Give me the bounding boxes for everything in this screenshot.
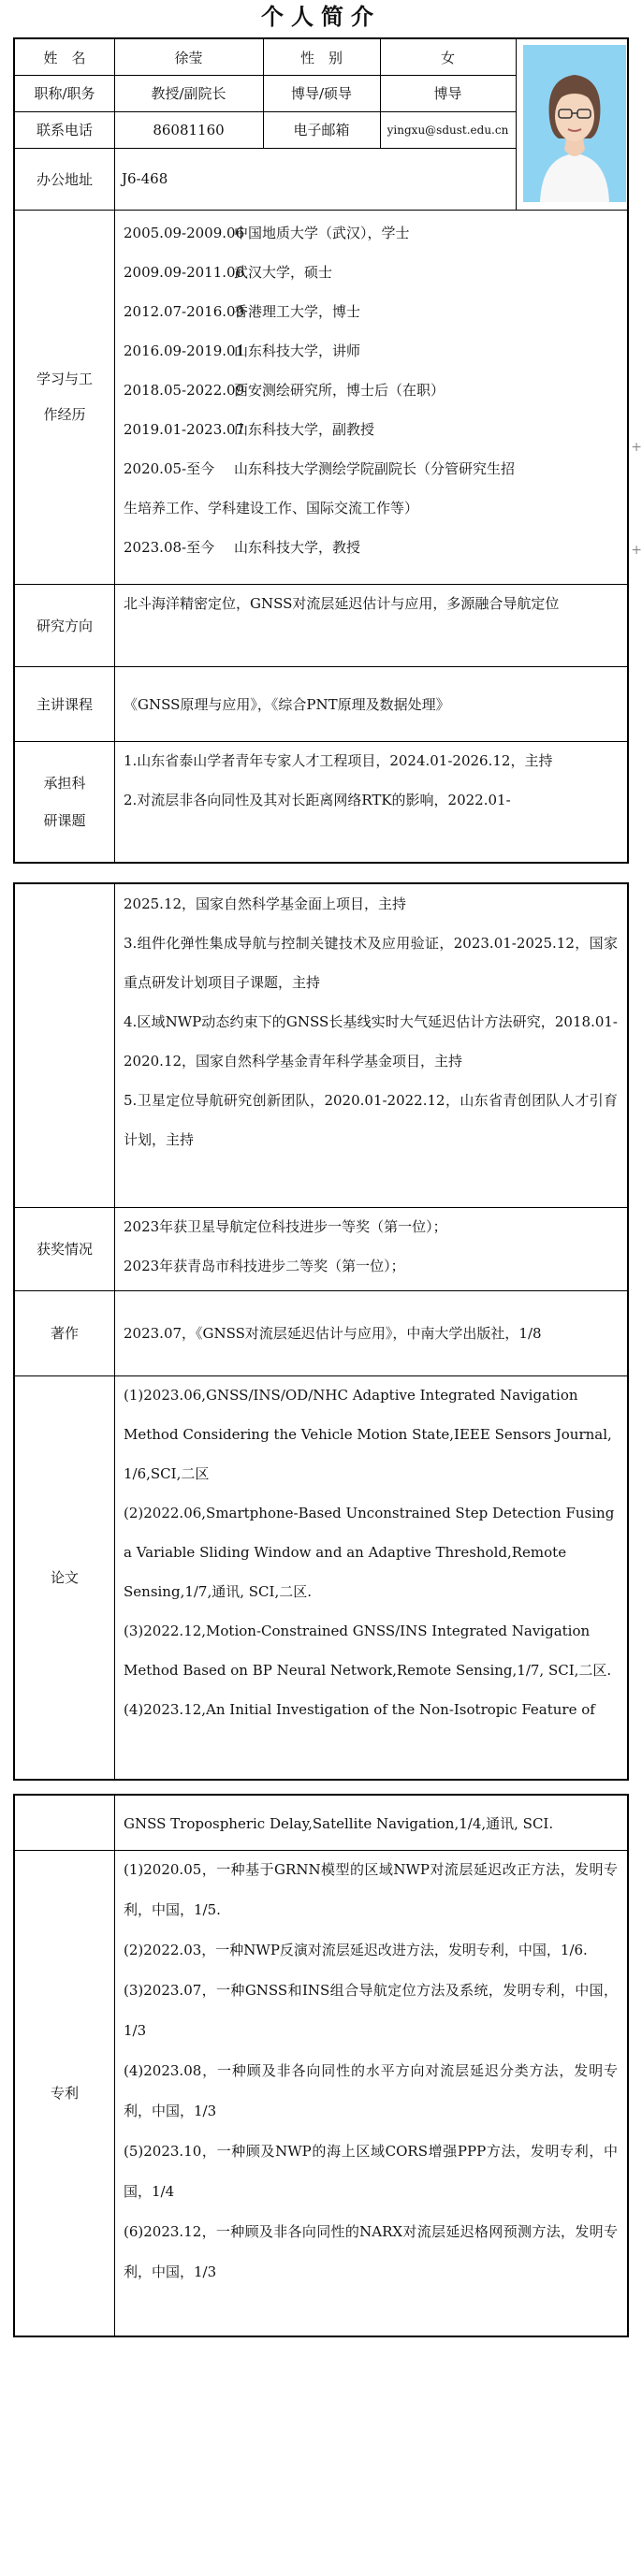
papers-list-page-3: GNSS Tropospheric Delay,Satellite Navigation,1/4,通讯, SCI. bbox=[124, 1814, 554, 1832]
patent-item: (2)2022.03，一种NWP反演对流层延迟改进方法，发明专利，中国，1/6. bbox=[124, 1942, 588, 1958]
phone-value: 86081160 bbox=[153, 121, 225, 138]
page-title: 个人简介 bbox=[261, 3, 381, 30]
patent-item: (1)2020.05，一种基于GRNN模型的区域NWP对流层延迟改正方法，发明专利，中国，1/5. bbox=[124, 1861, 618, 1918]
courses-text: 《GNSS原理与应用》，《综合PNT原理及数据处理》 bbox=[124, 695, 450, 713]
education-item: 2018.05-2022.09西安测绘研究所，博士后（在职） bbox=[124, 382, 445, 399]
award-item: 2023年获青岛市科技进步二等奖（第一位）； bbox=[124, 1258, 405, 1274]
education-item: 2023.08-至今 山东科技大学，教授 bbox=[124, 539, 361, 556]
education-item: 2009.09-2011.06武汉大学，硕士 bbox=[124, 264, 333, 281]
email-label: 电子邮箱 bbox=[293, 122, 350, 138]
award-item: 2023年获卫星导航定位科技进步一等奖（第一位）； bbox=[124, 1218, 447, 1235]
email-value[interactable]: yingxu@sdust.edu.cn bbox=[387, 123, 509, 137]
projects-list-page-1 bbox=[114, 741, 627, 862]
projects-label: 承担科研课题 bbox=[43, 774, 86, 829]
research-text: 北斗海洋精密定位，GNSS对流层延迟估计与应用，多源融合导航定位 bbox=[124, 595, 560, 612]
awards-list bbox=[114, 1207, 627, 1290]
plus-icon[interactable]: + bbox=[631, 543, 642, 558]
phone-label: 联系电话 bbox=[36, 122, 93, 138]
patent-item: (6)2023.12，一种顾及非各向同性的NARX对流层延迟格网预测方法，发明专利，中国，1/3 bbox=[124, 2223, 618, 2280]
paper-item: (3)2022.12,Motion-Constrained GNSS/INS Integrated Navigation Method Based on BP Neural Network,Remote Sensing,1/7, SCI,二区. bbox=[124, 1623, 612, 1679]
title-label: 职称/职务 bbox=[34, 85, 95, 102]
profile-table-page-2 bbox=[13, 882, 629, 1781]
projects-label-continued bbox=[15, 884, 114, 1207]
patent-item: (3)2023.07，一种GNSS和INS组合导航定位方法及系统，发明专利，中国，1/3 bbox=[124, 1982, 618, 2039]
education-item: 2016.09-2019.01山东科技大学，讲师 bbox=[124, 342, 361, 359]
papers-label-continued bbox=[15, 1796, 114, 1850]
works-text: 2023.07，《GNSS对流层延迟估计与应用》，中南大学出版社，1/8 bbox=[124, 1325, 542, 1342]
education-label: 学习与工作经历 bbox=[36, 371, 93, 423]
gender-value: 女 bbox=[440, 49, 455, 66]
office-value: J6-468 bbox=[122, 170, 168, 187]
profile-table-page-3 bbox=[13, 1794, 629, 2337]
office-label: 办公地址 bbox=[36, 170, 93, 188]
papers-list-page-2 bbox=[114, 1375, 627, 1779]
project-item: 2.对流层非各向同性及其对长距离网络RTK的影响，2022.01- bbox=[124, 792, 511, 808]
project-item: 4.区域NWP动态约束下的GNSS长基线实时大气延迟估计方法研究，2018.01-2020.12，国家自然科学基金青年科学基金项目，主持 bbox=[124, 1013, 618, 1070]
courses-label: 主讲课程 bbox=[36, 695, 93, 713]
patents-label: 专利 bbox=[50, 2085, 79, 2102]
research-label: 研究方向 bbox=[36, 617, 93, 634]
profile-table-page-1 bbox=[13, 37, 629, 864]
patent-item: (4)2023.08，一种顾及非各向同性的水平方向对流层延迟分类方法，发明专利，中国，1/3 bbox=[124, 2062, 618, 2119]
plus-icon[interactable]: + bbox=[631, 440, 642, 455]
profile-photo bbox=[523, 45, 626, 202]
awards-label: 获奖情况 bbox=[36, 1241, 93, 1258]
title-value: 教授/副院长 bbox=[151, 85, 226, 102]
name-value: 徐莹 bbox=[174, 49, 203, 66]
education-item: 2012.07-2016.09香港理工大学，博士 bbox=[124, 303, 361, 320]
name-label: 姓 名 bbox=[43, 49, 86, 66]
papers-label: 论文 bbox=[50, 1569, 79, 1586]
paper-item: (2)2022.06,Smartphone-Based Unconstrained Step Detection Fusing a Variable Sliding Window and an Adaptive Threshold,Remote Sensing,1/7,通讯, SCI,二区. bbox=[124, 1505, 615, 1600]
projects-list-page-2 bbox=[114, 884, 627, 1207]
education-item: 2020.05-至今 山东科技大学测绘学院副院长（分管研究生招 bbox=[124, 460, 516, 477]
paper-item: (4)2023.12,An Initial Investigation of the Non-Isotropic Feature of bbox=[124, 1701, 595, 1718]
education-list bbox=[114, 210, 627, 584]
paper-item: (1)2023.06,GNSS/INS/OD/NHC Adaptive Integrated Navigation Method Considering the Vehicle Motion State,IEEE Sensors Journal, 1/6,SCI,二区 bbox=[124, 1387, 612, 1482]
supervisor-label: 博导/硕导 bbox=[290, 85, 353, 102]
education-item: 2019.01-2023.07山东科技大学，副教授 bbox=[124, 421, 375, 438]
project-item: 3.组件化弹性集成导航与控制关键技术及应用验证，2023.01-2025.12，国家重点研发计划项目子课题，主持 bbox=[124, 935, 618, 991]
supervisor-value: 博导 bbox=[433, 85, 462, 102]
education-item: 生培养工作、学科建设工作、国际交流工作等） bbox=[124, 500, 419, 517]
works-label: 著作 bbox=[50, 1325, 79, 1342]
project-item: 5.卫星定位导航研究创新团队，2020.01-2022.12，山东省青创团队人才引育计划，主持 bbox=[124, 1092, 618, 1148]
project-item: 1.山东省泰山学者青年专家人才工程项目，2024.01-2026.12，主持 bbox=[124, 752, 553, 769]
gender-label: 性 别 bbox=[299, 49, 343, 66]
patent-item: (5)2023.10，一种顾及NWP的海上区域CORS增强PPP方法，发明专利，中国，1/4 bbox=[124, 2143, 618, 2200]
project-item: 2025.12，国家自然科学基金面上项目，主持 bbox=[124, 895, 407, 912]
patents-list bbox=[114, 1850, 627, 2336]
education-item: 2005.09-2009.06中国地质大学（武汉），学士 bbox=[124, 225, 410, 241]
